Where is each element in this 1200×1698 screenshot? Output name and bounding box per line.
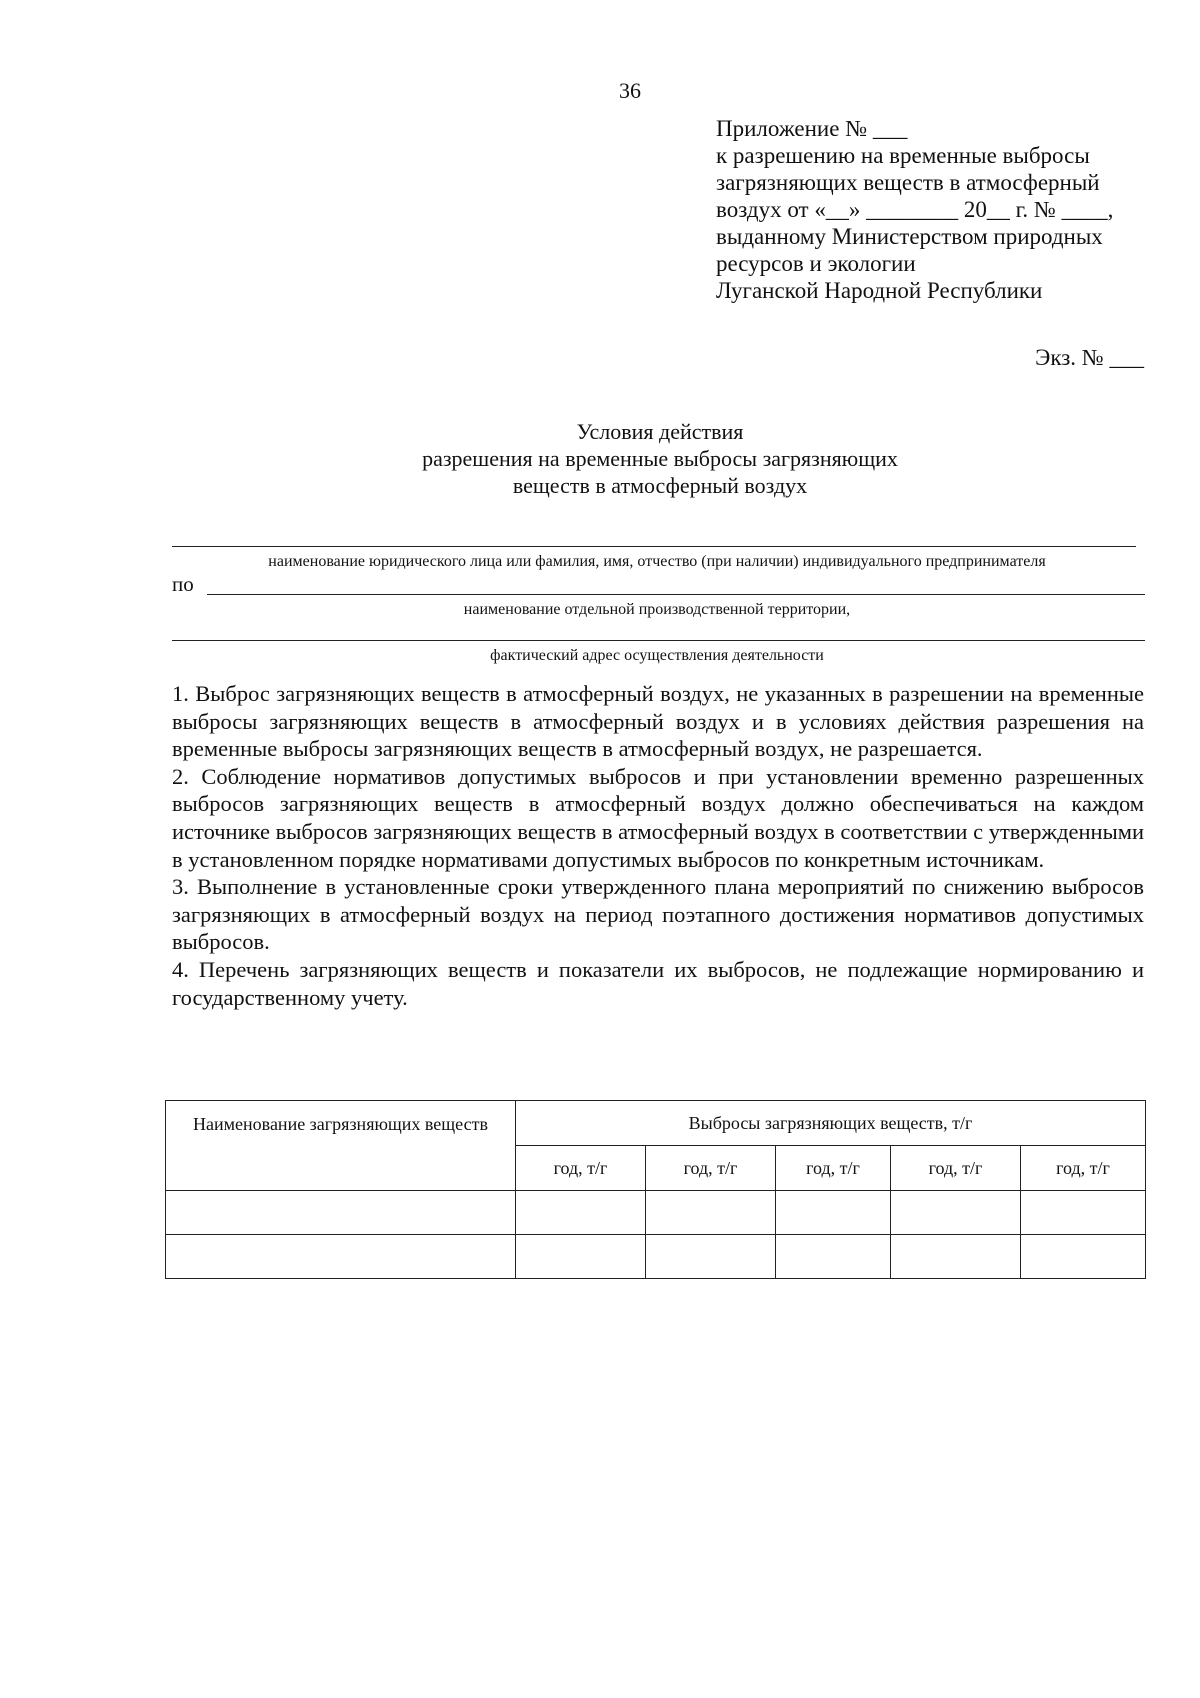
title-line: веществ в атмосферный воздух [512,473,808,498]
table-cell[interactable] [166,1235,516,1279]
table-cell[interactable] [776,1235,891,1279]
table-cell[interactable] [516,1191,646,1235]
table-cell[interactable] [166,1191,516,1235]
entity-name-caption: наименование юридического лица или фамилия, имя, отчество (при наличии) индивидуального предпринимателя [268,553,1046,570]
appendix-line: к разрешению на временные выбросы [716,143,1090,168]
year-column-header: год, т/г [891,1146,1021,1191]
table-cell[interactable] [516,1235,646,1279]
appendix-line: выданному Министерством природных [716,224,1103,249]
clauses [172,680,1144,1011]
document-title [360,418,960,499]
territory-caption: наименование отдельной производственной территории, [463,601,851,618]
clause-4: 4. Перечень загрязняющих веществ и показатели их выбросов, не подлежащие нормированию и государственному учету. [172,956,1144,1010]
clause-2: 2. Соблюдение нормативов допустимых выбросов и при установлении временно разрешенных выбросов загрязняющих веществ в атмосферный воздух должно обеспечиваться на каждом источнике выбросов загрязняющих веществ в атмосферный воздух в соответствии с утвержденными в установленном порядке нормативами допустимых выбросов по конкретным источникам. [172,763,1144,872]
title-line: разрешения на временные выбросы загрязняющих [422,446,898,471]
table-cell[interactable] [891,1235,1021,1279]
year-column-header: год, т/г [1021,1146,1146,1191]
substance-header: Наименование загрязняющих веществ [166,1101,516,1191]
territory-line[interactable] [207,594,1145,595]
table-row [166,1235,1146,1279]
table-cell[interactable] [646,1235,776,1279]
clause-3: 3. Выполнение в установленные сроки утвержденного плана мероприятий по снижению выбросов загрязняющих в атмосферный воздух на период поэтапного достижения нормативов допустимых выбросов. [172,874,1144,955]
page-number: 36 [619,78,641,103]
table-cell[interactable] [646,1191,776,1235]
entity-name-line[interactable] [172,546,1136,547]
appendix-line: Приложение № ___ [716,116,908,141]
copy-number: Экз. № ___ [1035,345,1144,370]
appendix-line: загрязняющих веществ в атмосферный [716,170,1100,195]
po-label: по [172,572,194,596]
table-cell[interactable] [891,1191,1021,1235]
year-column-header: год, т/г [776,1146,891,1191]
address-line[interactable] [172,640,1145,641]
address-caption: фактический адрес осуществления деятельности [490,647,824,664]
title-line: Условия действия [576,419,744,444]
year-column-header: год, т/г [516,1146,646,1191]
emissions-header: Выбросы загрязняющих веществ, т/г [516,1101,1146,1146]
table-cell[interactable] [776,1191,891,1235]
appendix-line: Луганской Народной Республики [716,278,1043,303]
appendix-block [716,115,1186,304]
table-cell[interactable] [1021,1191,1146,1235]
emissions-table [165,1100,1146,1279]
year-column-header: год, т/г [646,1146,776,1191]
table-cell[interactable] [1021,1235,1146,1279]
clause-1: 1. Выброс загрязняющих веществ в атмосферный воздух, не указанных в разрешении на временные выбросы загрязняющих веществ в атмосферный воздух и в условиях действия разрешения на временные выбросы загрязняющих веществ в атмосферный воздух, не разрешается. [172,681,1144,762]
appendix-line: воздух от «__» ________ 20__ г. № ____, [716,197,1114,222]
appendix-line: ресурсов и экологии [716,251,916,276]
table-row [166,1191,1146,1235]
